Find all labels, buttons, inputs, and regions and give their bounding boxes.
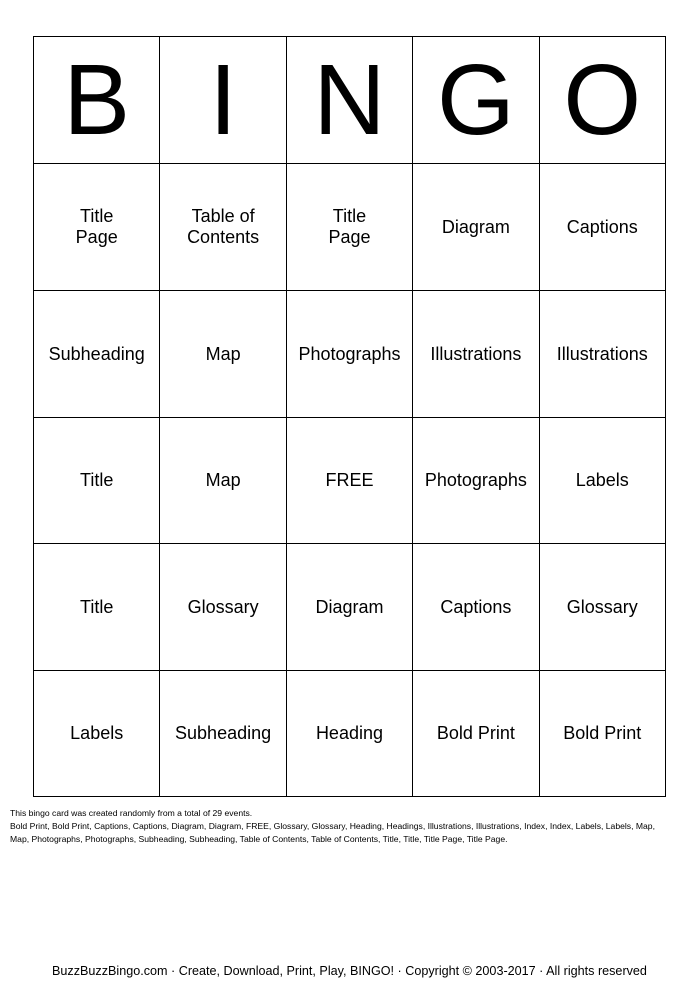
bingo-cell xyxy=(160,164,286,291)
bingo-cell xyxy=(539,164,665,291)
bingo-cell-label: Bold Print xyxy=(563,723,642,743)
bingo-cell xyxy=(34,671,160,797)
bingo-cell xyxy=(286,164,412,291)
bingo-header-letter: I xyxy=(160,37,286,164)
bingo-cell xyxy=(539,671,665,797)
bingo-cell-label: Title xyxy=(80,596,114,617)
bingo-row xyxy=(34,544,666,671)
bingo-cell-label: Subheading xyxy=(48,343,145,364)
bingo-cell-label: Title xyxy=(80,470,114,490)
bingo-cell-label: Heading xyxy=(315,723,383,743)
card-info-summary: This bingo card was created randomly from a total of 29 events. xyxy=(10,808,253,818)
bingo-header-letter: O xyxy=(539,37,665,164)
bingo-cell xyxy=(160,418,286,544)
bingo-header-letter: N xyxy=(286,37,412,164)
bingo-cell-label: Labels xyxy=(70,723,124,743)
bingo-cell xyxy=(286,544,412,671)
bingo-card xyxy=(33,36,666,797)
bingo-cell xyxy=(539,544,665,671)
bingo-cell-label: Glossary xyxy=(187,596,259,617)
bingo-cell-label: Illustrations xyxy=(430,343,522,364)
bingo-cell xyxy=(413,164,539,291)
bingo-cell xyxy=(413,544,539,671)
bingo-row xyxy=(34,671,666,797)
bingo-cell xyxy=(160,671,286,797)
bingo-cell-label: Photographs xyxy=(298,343,401,364)
card-info xyxy=(10,807,670,846)
bingo-row xyxy=(34,164,666,291)
bingo-cell xyxy=(413,291,539,418)
bingo-cell-label: FREE xyxy=(325,470,374,490)
bingo-cell-label: Labels xyxy=(575,470,629,490)
bingo-row xyxy=(34,291,666,418)
bingo-cell xyxy=(286,291,412,418)
bingo-cell xyxy=(413,418,539,544)
bingo-cell-label: Title Page xyxy=(328,206,371,247)
bingo-cell-free xyxy=(286,418,412,544)
bingo-cell-label: Title Page xyxy=(75,206,118,247)
bingo-cell xyxy=(34,418,160,544)
bingo-row xyxy=(34,418,666,544)
bingo-header-row xyxy=(34,37,666,164)
bingo-cell xyxy=(539,291,665,418)
bingo-cell-label: Captions xyxy=(440,596,512,617)
bingo-cell-label: Illustrations xyxy=(556,343,648,364)
bingo-cell xyxy=(539,418,665,544)
bingo-cell-label: Captions xyxy=(566,216,638,237)
bingo-cell-label: Table of Contents xyxy=(187,206,260,247)
bingo-cell-label: Subheading xyxy=(175,723,272,743)
bingo-cell-label: Bold Print xyxy=(436,723,515,743)
bingo-cell xyxy=(34,164,160,291)
bingo-header-letter: B xyxy=(34,37,160,164)
bingo-cell-label: Photographs xyxy=(424,470,527,490)
bingo-cell-label: Glossary xyxy=(566,596,638,617)
bingo-cell-label: Map xyxy=(205,470,241,490)
bingo-cell-label: Diagram xyxy=(315,596,384,617)
bingo-cell xyxy=(34,544,160,671)
bingo-cell xyxy=(413,671,539,797)
bingo-cell xyxy=(160,544,286,671)
card-info-events-list: Bold Print, Bold Print, Captions, Captions, Diagram, Diagram, FREE, Glossary, Glossary, Heading, Headings, Illustrations, Illustrations, Index, Index, Labels, Labels, Map, Map, Photographs, Photographs, Subheading, Subheading, Table of Contents, Table of Contents, Title, Title, Title Page, Title Page. xyxy=(10,821,655,844)
bingo-cell-label: Map xyxy=(205,343,241,364)
bingo-header-letter: G xyxy=(413,37,539,164)
bingo-cell xyxy=(160,291,286,418)
bingo-cell xyxy=(34,291,160,418)
bingo-cell xyxy=(286,671,412,797)
page-footer: BuzzBuzzBingo.com · Create, Download, Print, Play, BINGO! · Copyright © 2003-2017 · All rights reserved xyxy=(52,964,647,978)
bingo-cell-label: Diagram xyxy=(441,216,510,237)
